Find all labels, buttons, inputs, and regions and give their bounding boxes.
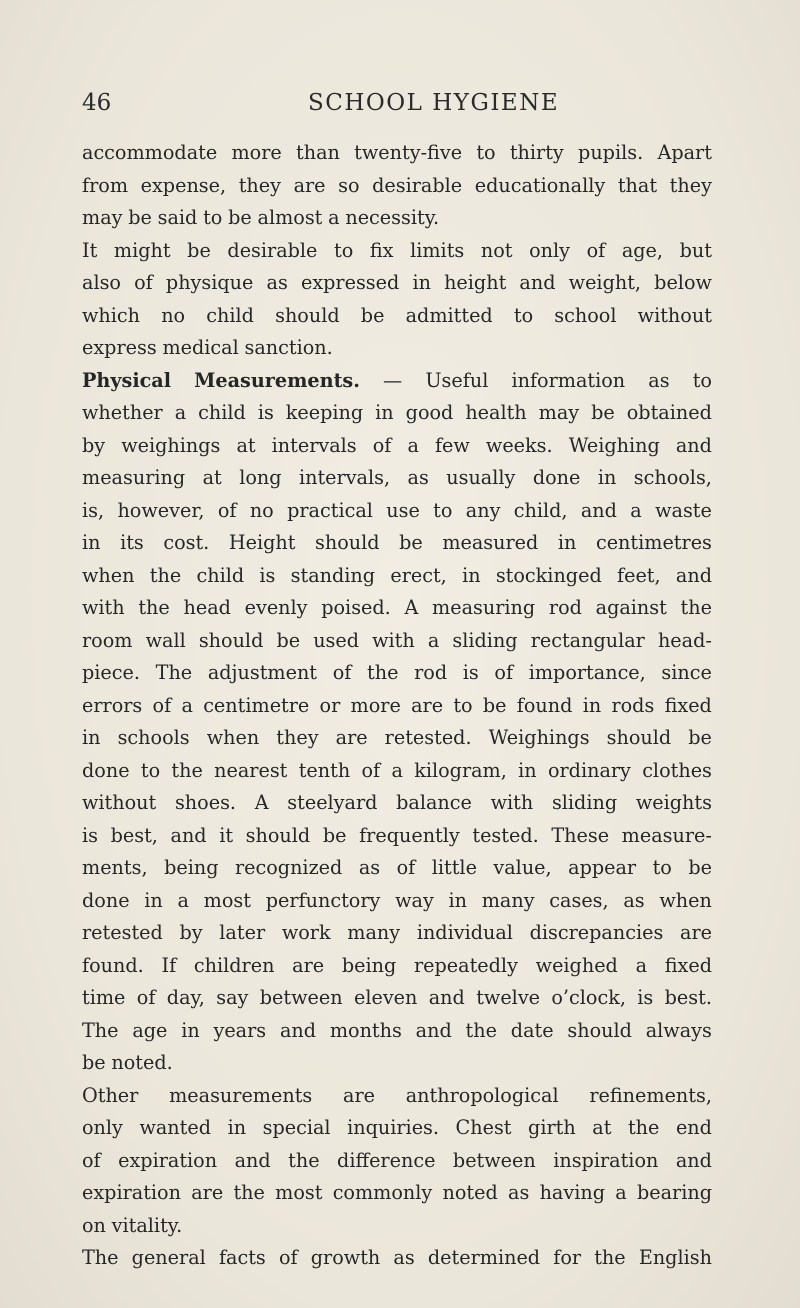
text-line: with the head evenly poised. A measuring rod against the [82,596,712,619]
text-line: only wanted in special inquiries. Chest girth at the end [82,1116,712,1139]
text-line: by weighings at intervals of a few weeks. Weighing and [82,433,712,457]
text-line: measuring at long intervals, as usually done in schools, [82,466,712,489]
text-line: on vitality. [82,1213,183,1237]
text-line: found. If children are being repeatedly weighed a fixed [82,953,712,977]
text-line: The age in years and months and the date should always [82,1018,712,1042]
text-line: may be said to be almost a necessity. [82,206,440,229]
text-line: time of day, say between eleven and twelve o’clock, is best. [82,986,712,1009]
text-line: in its cost. Height should be measured in centimetres [82,531,712,554]
text-line: express medical sanction. [82,336,333,359]
body-text [82,137,712,1275]
page-header [82,88,712,128]
text-line: ments, being recognized as of little value, appear to be [82,856,712,879]
text-line: room wall should be used with a sliding rectangular head- [82,628,712,652]
text-line: accommodate more than twenty-five to thirty pupils. Apart [82,141,712,164]
text-line: Other measurements are anthropological refinements, [82,1083,712,1107]
page-number: 46 [82,90,112,116]
running-head: SCHOOL HYGIENE [308,90,560,116]
text-line: errors of a centimetre or more are to be found in rods fixed [82,693,712,717]
text-line: It might be desirable to fix limits not only of age, but [82,238,712,262]
text-line: expiration are the most commonly noted as having a bearing [82,1181,712,1204]
text-line: Physical Measurements. — Useful information as to [82,368,712,392]
text-line: is, however, of no practical use to any child, and a waste [82,498,712,522]
text-line: whether a child is keeping in good health may be obtained [82,401,712,424]
text-line: from expense, they are so desirable educationally that they [82,173,712,197]
text-line: retested by later work many individual discrepancies are [82,921,712,944]
text-line: in schools when they are retested. Weighings should be [82,726,712,749]
text-line: be noted. [82,1051,173,1074]
text-line: without shoes. A steelyard balance with sliding weights [82,791,712,814]
text-line: The general facts of growth as determined for the English [82,1246,712,1269]
text-line: is best, and it should be frequently tested. These measure- [82,823,712,847]
text-line: when the child is standing erect, in stockinged feet, and [82,563,712,587]
text-line: also of physique as expressed in height and weight, below [82,271,712,294]
text-line: of expiration and the difference between inspiration and [82,1148,712,1172]
text-line: which no child should be admitted to school without [82,303,712,327]
text-line: done to the nearest tenth of a kilogram, in ordinary clothes [82,758,712,782]
text-line: piece. The adjustment of the rod is of importance, since [82,661,712,684]
text-line: done in a most perfunctory way in many cases, as when [82,888,712,912]
